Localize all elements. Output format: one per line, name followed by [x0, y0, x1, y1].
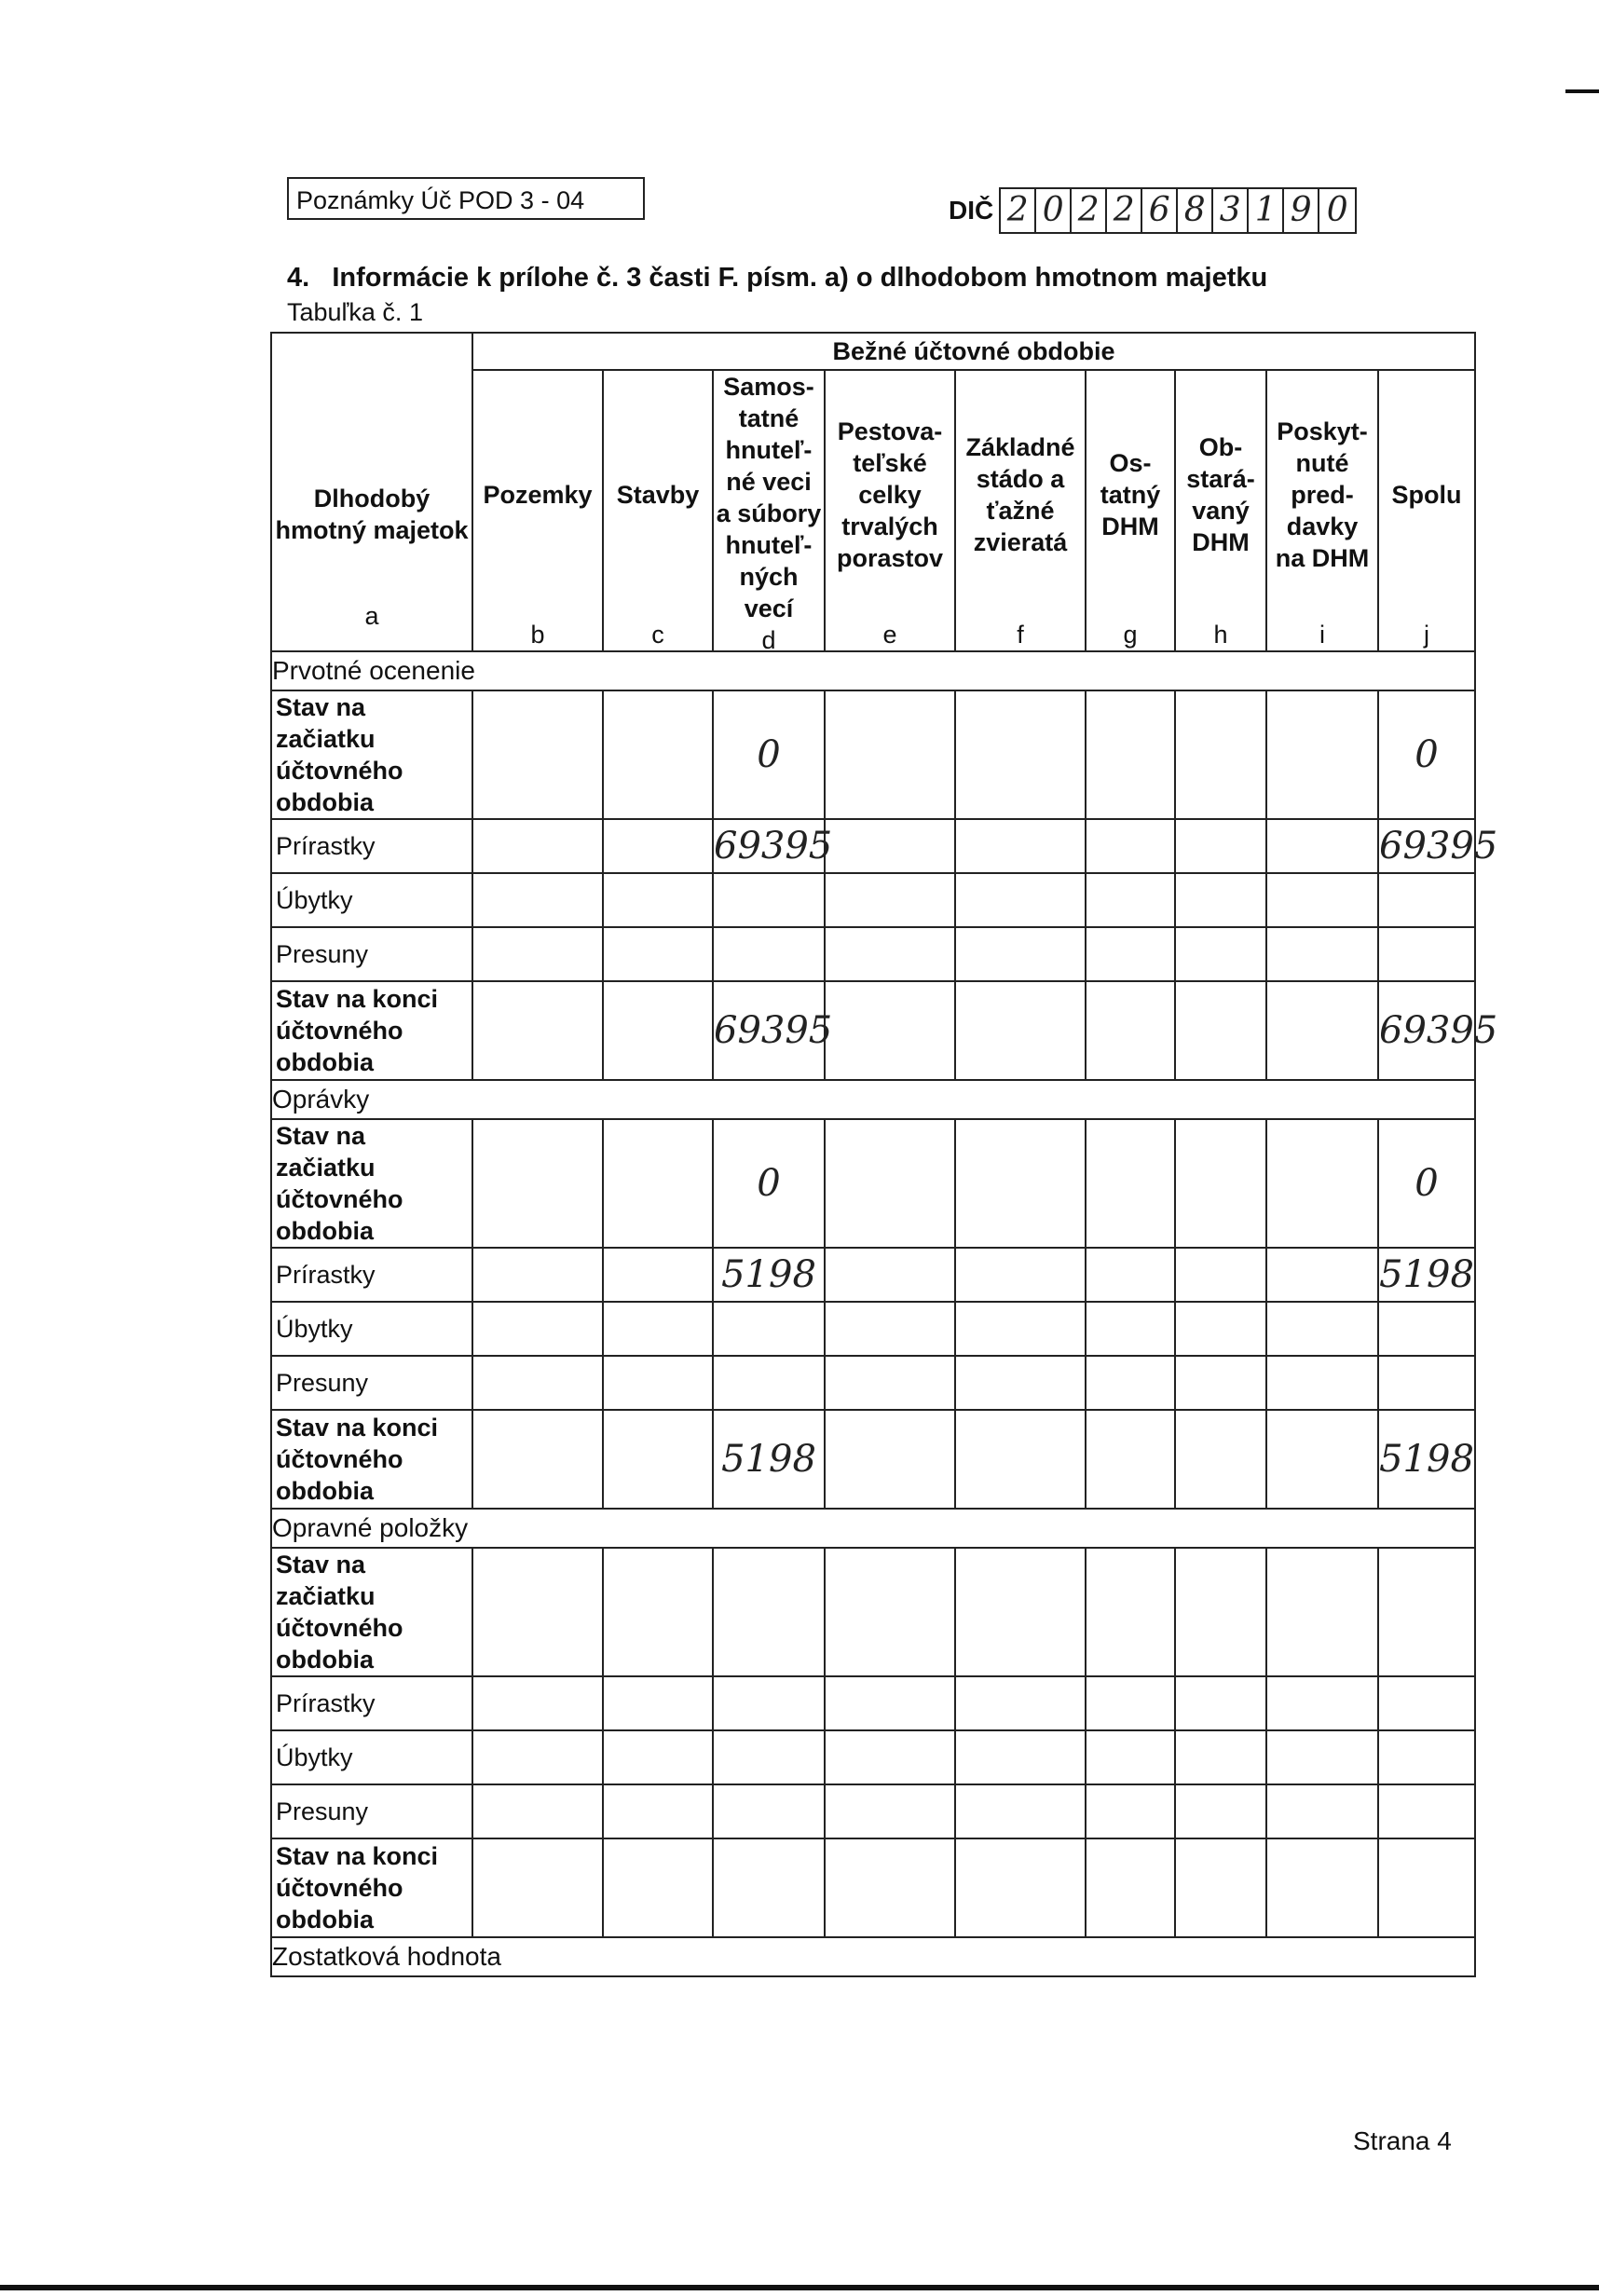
value-cell-i: [1266, 1784, 1378, 1838]
dic-digit: 1: [1249, 189, 1284, 232]
value-cell-h: [1175, 819, 1266, 873]
value-cell-g: [1086, 819, 1175, 873]
value-cell-c: [603, 873, 713, 927]
value-cell-g: [1086, 1838, 1175, 1937]
value-cell-b: [472, 1784, 603, 1838]
column-header-label: Stavby: [616, 481, 700, 509]
value-cell-h: [1175, 690, 1266, 819]
table-row: [271, 690, 1475, 819]
value-cell-f: [955, 981, 1086, 1080]
value-cell-f: [955, 1410, 1086, 1509]
value-cell-g: [1086, 873, 1175, 927]
value-cell-d: 5198: [713, 1248, 825, 1302]
value-cell-f: [955, 690, 1086, 819]
column-header-e: [825, 370, 955, 651]
value-cell-c: [603, 1119, 713, 1248]
dic-digit: 2: [1072, 189, 1107, 232]
column-letter: a: [364, 602, 379, 630]
row-label: Prírastky: [271, 1248, 472, 1302]
section-title-row: Prvotné ocenenie: [271, 651, 1475, 690]
value-cell-i: [1266, 1838, 1378, 1937]
value-cell-j: [1378, 873, 1475, 927]
value-cell-e: [825, 1548, 955, 1676]
value-cell-c: [603, 1676, 713, 1730]
value-cell-f: [955, 1548, 1086, 1676]
value-cell-h: [1175, 1784, 1266, 1838]
column-header-d: [713, 370, 825, 654]
value-cell-d: 69395: [713, 981, 825, 1080]
scan-bottom-edge: [0, 2285, 1599, 2290]
value-cell-d: [713, 873, 825, 927]
value-cell-j: [1378, 1730, 1475, 1784]
column-header-label: Pestova-teľské celky trvalých porastov: [836, 417, 944, 572]
value-cell-f: [955, 1730, 1086, 1784]
dic-digit: 0: [1036, 189, 1072, 232]
row-header-cell: [271, 333, 472, 651]
table-row: [271, 1410, 1475, 1509]
table-row: [271, 1730, 1475, 1784]
value-cell-j: 69395: [1378, 819, 1475, 873]
value-cell-j: 0: [1378, 690, 1475, 819]
value-cell-c: [603, 1784, 713, 1838]
value-cell-i: [1266, 1302, 1378, 1356]
value-cell-c: [603, 981, 713, 1080]
value-cell-e: [825, 927, 955, 981]
column-header-c: [603, 370, 713, 651]
value-cell-h: [1175, 873, 1266, 927]
value-cell-i: [1266, 690, 1378, 819]
value-cell-b: [472, 1302, 603, 1356]
row-label: Stav na konci účtovného obdobia: [271, 981, 472, 1080]
value-cell-c: [603, 1356, 713, 1410]
value-cell-g: [1086, 1730, 1175, 1784]
value-cell-b: [472, 1356, 603, 1410]
value-cell-f: [955, 1676, 1086, 1730]
table-row: [271, 981, 1475, 1080]
row-label: Presuny: [271, 1784, 472, 1838]
value-cell-i: [1266, 1356, 1378, 1410]
value-cell-i: [1266, 819, 1378, 873]
value-cell-c: [603, 1248, 713, 1302]
row-header-label: Dlhodobý hmotný majetok: [275, 485, 469, 544]
row-label: Úbytky: [271, 873, 472, 927]
value-cell-j: [1378, 1302, 1475, 1356]
value-cell-j: [1378, 1676, 1475, 1730]
value-cell-e: [825, 1410, 955, 1509]
value-cell-b: [472, 1410, 603, 1509]
value-cell-e: [825, 1248, 955, 1302]
column-letter: j: [1424, 621, 1429, 649]
dic-label: DIČ: [949, 196, 994, 225]
value-cell-e: [825, 1784, 955, 1838]
value-cell-f: [955, 873, 1086, 927]
column-letter: i: [1319, 621, 1325, 649]
section-title-row: Oprávky: [271, 1080, 1475, 1119]
column-letter: g: [1123, 621, 1138, 649]
value-cell-i: [1266, 1248, 1378, 1302]
value-cell-d: [713, 1676, 825, 1730]
row-label: Stav na konci účtovného obdobia: [271, 1410, 472, 1509]
value-cell-e: [825, 1356, 955, 1410]
value-cell-h: [1175, 927, 1266, 981]
value-cell-h: [1175, 1730, 1266, 1784]
value-cell-b: [472, 1676, 603, 1730]
value-cell-d: [713, 1784, 825, 1838]
value-cell-g: [1086, 927, 1175, 981]
row-label: Stav na začiatku účtovného obdobia: [271, 1548, 472, 1676]
value-cell-f: [955, 1248, 1086, 1302]
value-cell-b: [472, 981, 603, 1080]
value-cell-j: [1378, 1784, 1475, 1838]
row-label: Úbytky: [271, 1302, 472, 1356]
scan-edge-mark: [1565, 89, 1599, 93]
value-cell-h: [1175, 1356, 1266, 1410]
value-cell-e: [825, 1676, 955, 1730]
dic-digit: 0: [1326, 191, 1348, 229]
value-cell-c: [603, 1730, 713, 1784]
value-cell-i: [1266, 1410, 1378, 1509]
value-cell-b: [472, 1248, 603, 1302]
value-cell-c: [603, 927, 713, 981]
value-cell-b: [472, 1730, 603, 1784]
value-cell-b: [472, 690, 603, 819]
value-cell-j: 69395: [1378, 981, 1475, 1080]
form-label: Poznámky Úč POD 3 - 04: [287, 177, 645, 220]
section-title-row: Zostatková hodnota: [271, 1937, 1475, 1976]
value-cell-f: [955, 1784, 1086, 1838]
row-label: Prírastky: [271, 1676, 472, 1730]
value-cell-j: 5198: [1378, 1248, 1475, 1302]
value-cell-d: [713, 1548, 825, 1676]
value-cell-h: [1175, 1410, 1266, 1509]
value-cell-f: [955, 1356, 1086, 1410]
dic-digit: 9: [1284, 189, 1319, 232]
column-header-label: Samos-tatné hnuteľ-né veci a súbory hnuteľ-ných vecí: [716, 373, 822, 622]
value-cell-e: [825, 1730, 955, 1784]
value-cell-d: 5198: [713, 1410, 825, 1509]
value-cell-b: [472, 873, 603, 927]
value-cell-g: [1086, 1356, 1175, 1410]
column-letter: f: [1017, 621, 1024, 649]
value-cell-e: [825, 819, 955, 873]
value-cell-d: [713, 1356, 825, 1410]
value-cell-i: [1266, 981, 1378, 1080]
row-label: Stav na konci účtovného obdobia: [271, 1838, 472, 1937]
row-label: Presuny: [271, 927, 472, 981]
value-cell-j: 5198: [1378, 1410, 1475, 1509]
value-cell-c: [603, 1410, 713, 1509]
value-cell-c: [603, 690, 713, 819]
column-header-i: [1266, 370, 1378, 651]
value-cell-b: [472, 1119, 603, 1248]
value-cell-f: [955, 927, 1086, 981]
value-cell-i: [1266, 1676, 1378, 1730]
value-cell-c: [603, 1838, 713, 1937]
column-letter: d: [761, 626, 776, 654]
table-row: [271, 1119, 1475, 1248]
value-cell-d: 0: [713, 1119, 825, 1248]
row-label: Úbytky: [271, 1730, 472, 1784]
value-cell-f: [955, 1302, 1086, 1356]
column-header-label: Pozemky: [483, 481, 593, 509]
row-label: Stav na začiatku účtovného obdobia: [271, 690, 472, 819]
value-cell-i: [1266, 1730, 1378, 1784]
table-row: [271, 927, 1475, 981]
value-cell-d: [713, 1302, 825, 1356]
column-header-label: Poskyt-nuté pred-davky na DHM: [1275, 417, 1370, 572]
value-cell-e: [825, 1302, 955, 1356]
value-cell-h: [1175, 981, 1266, 1080]
section-title: 4. Informácie k prílohe č. 3 časti F. písm. a) o dlhodobom hmotnom majetku: [287, 263, 1268, 293]
value-cell-g: [1086, 1302, 1175, 1356]
table-row: [271, 819, 1475, 873]
value-cell-d: [713, 1730, 825, 1784]
table-row: [271, 1302, 1475, 1356]
value-cell-e: [825, 1119, 955, 1248]
value-cell-j: 0: [1378, 1119, 1475, 1248]
value-cell-b: [472, 927, 603, 981]
column-letter: e: [882, 621, 897, 649]
column-letter: c: [651, 621, 664, 649]
value-cell-c: [603, 1548, 713, 1676]
value-cell-g: [1086, 1676, 1175, 1730]
value-cell-c: [603, 1302, 713, 1356]
value-cell-e: [825, 690, 955, 819]
value-cell-f: [955, 1838, 1086, 1937]
value-cell-i: [1266, 1548, 1378, 1676]
value-cell-d: [713, 1838, 825, 1937]
column-letter: h: [1213, 621, 1228, 649]
table-row: [271, 1548, 1475, 1676]
value-cell-j: [1378, 1356, 1475, 1410]
value-cell-j: [1378, 927, 1475, 981]
section-title-row: Opravné položky: [271, 1509, 1475, 1548]
row-label: Prírastky: [271, 819, 472, 873]
value-cell-b: [472, 819, 603, 873]
column-header-j: [1378, 370, 1475, 651]
value-cell-g: [1086, 1410, 1175, 1509]
dic-field: [949, 186, 1357, 235]
column-letter: b: [530, 621, 545, 649]
value-cell-g: [1086, 981, 1175, 1080]
value-cell-g: [1086, 1248, 1175, 1302]
dic-digit: 6: [1142, 189, 1178, 232]
value-cell-e: [825, 981, 955, 1080]
table-row: [271, 1676, 1475, 1730]
table-caption: Tabuľka č. 1: [287, 298, 423, 326]
value-cell-e: [825, 1838, 955, 1937]
table-row: [271, 873, 1475, 927]
row-label: Presuny: [271, 1356, 472, 1410]
value-cell-h: [1175, 1548, 1266, 1676]
value-cell-d: 69395: [713, 819, 825, 873]
column-header-g: [1086, 370, 1175, 651]
value-cell-h: [1175, 1838, 1266, 1937]
value-cell-i: [1266, 1119, 1378, 1248]
dic-boxes: [999, 187, 1357, 234]
value-cell-g: [1086, 690, 1175, 819]
period-header: Bežné účtovné obdobie: [472, 333, 1475, 370]
table-row: [271, 1248, 1475, 1302]
value-cell-g: [1086, 1548, 1175, 1676]
dic-digit: 3: [1213, 189, 1249, 232]
value-cell-i: [1266, 927, 1378, 981]
value-cell-h: [1175, 1248, 1266, 1302]
value-cell-d: [713, 927, 825, 981]
value-cell-f: [955, 819, 1086, 873]
value-cell-h: [1175, 1302, 1266, 1356]
value-cell-b: [472, 1548, 603, 1676]
value-cell-g: [1086, 1784, 1175, 1838]
dic-digit: 2: [1001, 189, 1036, 232]
column-header-label: Základné stádo a ťažné zvieratá: [965, 433, 1075, 556]
value-cell-e: [825, 873, 955, 927]
value-cell-c: [603, 819, 713, 873]
asset-table: [270, 332, 1498, 1977]
value-cell-j: [1378, 1838, 1475, 1937]
value-cell-j: [1378, 1548, 1475, 1676]
column-header-label: Os-tatný DHM: [1100, 449, 1161, 540]
column-header-label: Spolu: [1391, 481, 1462, 509]
dic-digit: 8: [1178, 189, 1213, 232]
column-header-f: [955, 370, 1086, 651]
value-cell-b: [472, 1838, 603, 1937]
value-cell-h: [1175, 1676, 1266, 1730]
value-cell-d: 0: [713, 690, 825, 819]
dic-digit: 2: [1107, 189, 1142, 232]
table-row: [271, 1838, 1475, 1937]
page-number: Strana 4: [1353, 2126, 1452, 2155]
table-row: [271, 1356, 1475, 1410]
column-header-label: Ob-stará-vaný DHM: [1186, 433, 1255, 556]
value-cell-g: [1086, 1119, 1175, 1248]
row-label: Stav na začiatku účtovného obdobia: [271, 1119, 472, 1248]
column-header-b: [472, 370, 603, 651]
value-cell-i: [1266, 873, 1378, 927]
value-cell-f: [955, 1119, 1086, 1248]
column-header-h: [1175, 370, 1266, 651]
table-row: [271, 1784, 1475, 1838]
value-cell-h: [1175, 1119, 1266, 1248]
